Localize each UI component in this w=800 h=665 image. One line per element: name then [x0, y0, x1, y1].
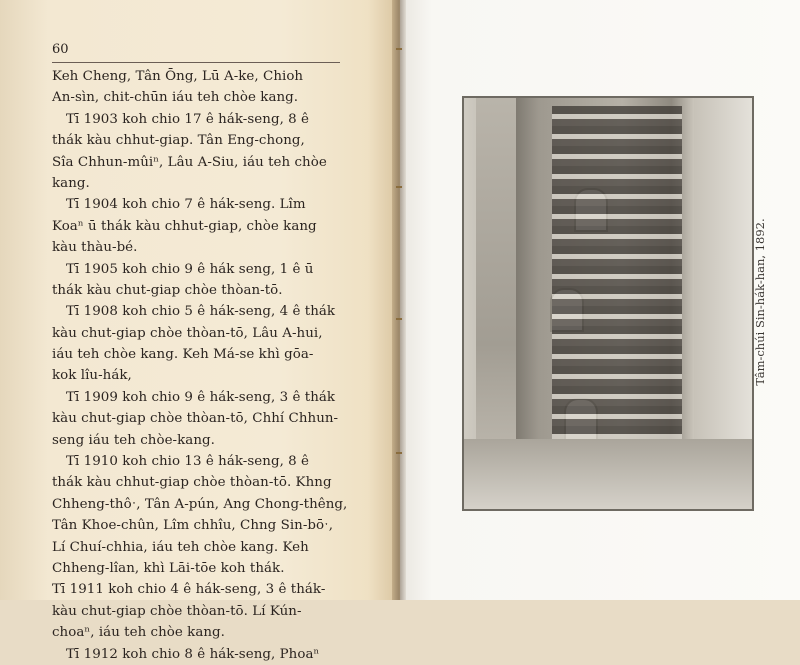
photo-caption — [750, 212, 770, 392]
photograph — [462, 96, 754, 511]
book-gutter — [392, 0, 406, 600]
photo-floor — [464, 439, 752, 509]
right-page — [400, 0, 800, 600]
binding-stitch — [396, 452, 402, 454]
text-line: Tī 1905 koh chio 9 ê hák seng, 1 ê ū — [66, 261, 314, 277]
left-page — [0, 0, 400, 662]
text-line: seng iáu teh chòe-kang. — [52, 432, 215, 448]
text-line: Sîa Chhun-mûiⁿ, Lâu A-Siu, iáu teh chòe — [52, 154, 327, 170]
text-line: thák kàu chhut-giap chòe thòan-tō. Khng — [52, 475, 332, 491]
text-line: choaⁿ, iáu teh chòe kang. — [52, 625, 225, 641]
photo-caption-text: Tâm-chúi Sin-hák-han, 1892. — [753, 218, 767, 386]
text-line: thák kàu chhut-giap. Tân Eng-chong, — [52, 133, 305, 149]
text-line: Tī 1904 koh chio 7 ê hák-seng. Lîm — [66, 197, 306, 213]
body-text — [52, 66, 348, 665]
text-line: thák kàu chut-giap chòe thòan-tō. — [52, 282, 283, 298]
text-line: An-sìn, chit-chūn iáu teh chòe kang. — [52, 90, 299, 106]
text-line: kàu chut-giap chòe thòan-tō, Chhí Chhun- — [52, 411, 339, 427]
text-line: kàu chut-giap chòe thòan-tō, Lâu A-hui, — [52, 325, 323, 341]
text-line: kàu chut-giap chòe thòan-tō. Lí Kún- — [52, 603, 302, 619]
binding-stitch — [396, 48, 402, 50]
text-line: kok lîu-hák, — [52, 368, 132, 384]
text-line: kàu thàu-bé. — [52, 240, 138, 256]
header-rule — [52, 62, 340, 63]
binding-stitch — [396, 186, 402, 188]
page-number: 60 — [52, 42, 69, 57]
text-line: Tī 1909 koh chio 9 ê hák-seng, 3 ê thák — [66, 389, 336, 405]
text-line: Koaⁿ ū thák kàu chhut-giap, chòe kang — [52, 218, 317, 234]
text-line: Chheng-thôˑ, Tân A-pún, Ang Chong-thêng, — [52, 496, 348, 512]
text-line: Tī 1903 koh chio 17 ê hák-seng, 8 ê — [66, 111, 310, 127]
text-line: Tī 1912 koh chio 8 ê hák-seng, Phoaⁿ — [66, 646, 320, 662]
text-line: Chheng-lîan, khì Lāi-tōe koh thák. — [52, 560, 285, 576]
binding-stitch — [396, 318, 402, 320]
text-line: kang. — [52, 175, 90, 191]
text-line: Keh Cheng, Tân Ōng, Lū A-ke, Chioh — [52, 69, 304, 84]
text-line: Lí Chuí-chhia, iáu teh chòe kang. Keh — [52, 539, 309, 555]
text-line: Tī 1908 koh chio 5 ê hák-seng, 4 ê thák — [66, 304, 336, 320]
text-line: iáu teh chòe kang. Keh Má-se khì gōa- — [52, 347, 314, 363]
text-line: Tī 1910 koh chio 13 ê hák-seng, 8 ê — [66, 454, 310, 470]
text-line: Tī 1911 koh chio 4 ê hák-seng, 3 ê thák- — [52, 582, 326, 598]
text-line: Tân Khoe-chûn, Lîm chhîu, Chng Sin-bōˑ, — [52, 518, 334, 534]
group-photo-image — [464, 98, 752, 509]
